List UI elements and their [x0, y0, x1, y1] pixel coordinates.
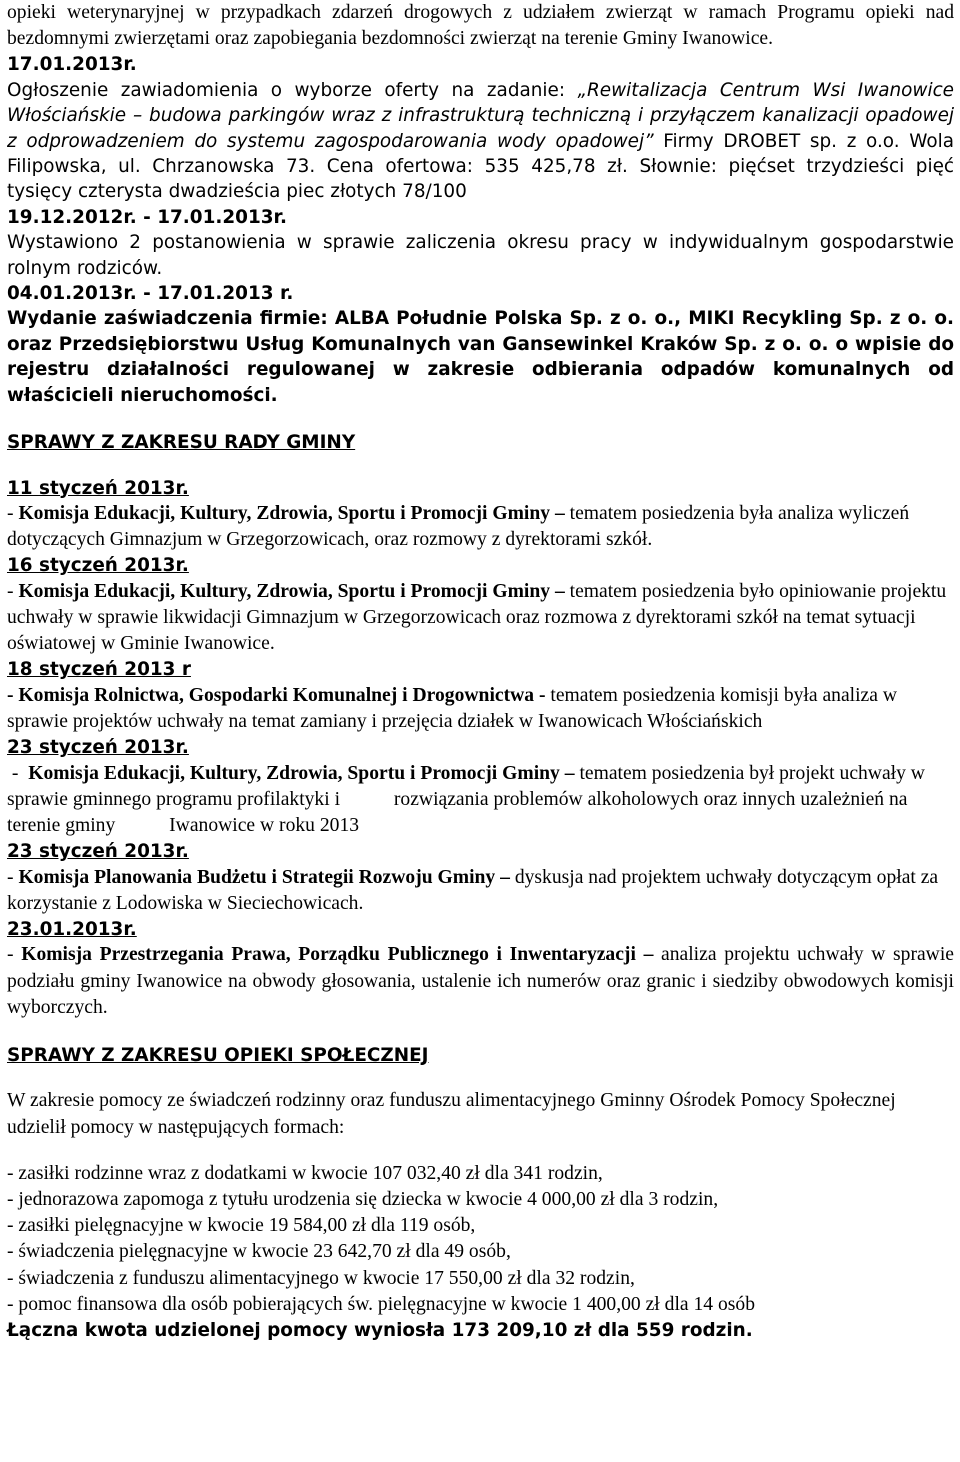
entry-date: 18 styczeń 2013 r [7, 659, 191, 681]
list-item: - zasiłki rodzinne wraz z dodatkami w kwocie 107 032,40 zł dla 341 rodzin, [7, 1162, 603, 1184]
entry-text: - Komisja Edukacji, Kultury, Zdrowia, Sportu i Promocji Gminy – tematem posiedzenia był projekt uchwały w sprawie gminnego programu profilaktyki i rozwiązania problemów alkoholowych oraz innych uzależnień na terenie gminy Iwanowice w roku 2013 [7, 762, 930, 836]
entry-description: tematem posiedzenia było opiniowanie projektu uchwały w sprawie likwidacji Gimnazjum w Grzegorzowicach oraz rozmowa z dyrektorami szkół na temat sytuacji oświatowej w Gminie Iwanowice. [7, 580, 947, 655]
date-range-heading: 04.01.2013r. - 17.01.2013 r. [7, 283, 294, 305]
list-item: - świadczenia pielęgnacyjne w kwocie 23 642,70 zł dla 49 osób, [7, 1241, 511, 1263]
committee-name: Komisja Edukacji, Kultury, Zdrowia, Sportu i Promocji Gminy – [28, 762, 575, 784]
section-heading-rada: SPRAWY Z ZAKRESU RADY GMINY [7, 432, 356, 454]
postanowienia-paragraph: Wystawiono 2 postanowienia w sprawie zaliczenia okresu pracy w indywidualnym gospodarstwie rolnym rodziców. [7, 232, 954, 279]
entry-text: - Komisja Edukacji, Kultury, Zdrowia, Sportu i Promocji Gminy – tematem posiedzenia było opiniowanie projektu uchwały w sprawie likwidacji Gimnazjum w Grzegorzowicach oraz rozmowa z dyrektorami szkół na temat sytuacji oświatowej w Gminie Iwanowice. [7, 580, 947, 655]
entry-description: tematem posiedzenia była analiza wyliczeń dotyczących Gimnazjum w Grzegorzowicach, oraz rozmowy z dyrektorami szkół. [7, 502, 910, 551]
rada-entry [7, 553, 954, 657]
rada-entry [7, 657, 954, 735]
committee-name: Komisja Planowania Budżetu i Strategii Rozwoju Gminy – [18, 866, 510, 888]
committee-name: - Komisja Rolnictwa, Gospodarki Komunalnej i Drogownictwa - [7, 684, 546, 706]
entry-text: - Komisja Przestrzegania Prawa, Porządku Publicznego i Inwentaryzacji – analiza projektu uchwały w sprawie podziału gminy Iwanowice na obwody głosowania, ustalenie ich numerów oraz granic i siedziby obwodowych komisji wyborczych. [7, 944, 954, 1018]
entry-description: tematem posiedzenia komisji była analiza w sprawie projektów uchwały na temat zamiany i przejęcia działek w Iwanowicach Włościańskich [7, 684, 897, 732]
rada-entry [7, 917, 954, 1021]
entry-text: - Komisja Planowania Budżetu i Strategii Rozwoju Gminy – dyskusja nad projektem uchwały dotyczącym opłat za korzystanie z Lodowiska w Sieciechowicach. [7, 866, 939, 914]
entry-date: 11 styczeń 2013r. [7, 477, 189, 499]
list-item: - świadczenia z funduszu alimentacyjnego w kwocie 17 550,00 zł dla 32 rodzin, [7, 1267, 635, 1289]
entry-date: 23.01.2013r. [7, 918, 137, 940]
rada-entry [7, 735, 954, 839]
rada-entry [7, 839, 954, 917]
rada-entry [7, 476, 954, 554]
entry-description: dyskusja nad projektem uchwały dotyczącym opłat za korzystanie z Lodowiska w Sieciechowicach. [7, 866, 939, 914]
entry-text [7, 683, 954, 735]
announcement-details: Firmy DROBET sp. z o.o. Wola Filipowska, ul. Chrzanowska 73. Cena ofertowa: 535 425,78 zł. Słownie: pięćset trzydzieści pięć tysięcy czterysta dwadzieścia piec złotych 78/100 [7, 130, 954, 203]
committee-name: Komisja Przestrzegania Prawa, Porządku Publicznego i Inwentaryzacji – [21, 944, 654, 966]
section-heading-opieka: SPRAWY Z ZAKRESU OPIEKI SPOŁECZNEJ [7, 1044, 429, 1066]
total-summary: Łączna kwota udzielonej pomocy wyniosła 173 209,10 zł dla 559 rodzin. [7, 1320, 753, 1342]
list-item: - pomoc finansowa dla osób pobierających św. pielęgnacyjne w kwocie 1 400,00 zł dla 14 osób [7, 1293, 755, 1315]
date-heading: 17.01.2013r. [7, 54, 137, 76]
entry-date: 23 styczeń 2013r. [7, 737, 189, 759]
list-item: - jednorazowa zapomoga z tytułu urodzenia się dziecka w kwocie 4 000,00 zł dla 3 rodzin, [7, 1189, 719, 1210]
intro-paragraph: opieki weterynaryjnej w przypadkach zdarzeń drogowych z udziałem zwierząt w ramach Programu opieki nad bezdomnymi zwierzętami oraz zapobiegania bezdomności zwierząt na terenie Gminy Iwanowice. [7, 2, 954, 50]
entry-date: 16 styczeń 2013r. [7, 555, 189, 577]
announcement-paragraph [7, 78, 954, 205]
announcement-task-title: „Rewitalizacja Centrum Wsi Iwanowice Włościańskie – budowa parkingów wraz z infrastrukturą techniczną i przyłączem kanalizacji opadowej z odprowadzeniem do systemu zagospodarowania wody opadowej” [7, 79, 955, 152]
committee-name: Komisja Edukacji, Kultury, Zdrowia, Sportu i Promocji Gminy – [18, 580, 565, 602]
entry-description: analiza projektu uchwały w sprawie podziału gminy Iwanowice na obwody głosowania, ustalenie ich numerów oraz granic i siedziby obwodowych komisji wyborczych. [7, 944, 954, 1018]
opieka-intro: W zakresie pomocy ze świadczeń rodzinny oraz funduszu alimentacyjnego Gminny Ośrodek Pomocy Społecznej udzielił pomocy w następujących formach: [7, 1090, 896, 1138]
list-item: - zasiłki pielęgnacyjne w kwocie 19 584,00 zł dla 119 osób, [7, 1215, 476, 1237]
announcement-lead: Ogłoszenie zawiadomienia o wyborze oferty na zadanie: [7, 79, 578, 101]
committee-name: Komisja Edukacji, Kultury, Zdrowia, Sportu i Promocji Gminy – [18, 502, 565, 524]
document-page [7, 0, 954, 1343]
entry-text: - Komisja Edukacji, Kultury, Zdrowia, Sportu i Promocji Gminy – tematem posiedzenia była analiza wyliczeń dotyczących Gimnazjum w Grzegorzowicach, oraz rozmowy z dyrektorami szkół. [7, 502, 910, 551]
date-range-heading: 19.12.2012r. - 17.01.2013r. [7, 206, 287, 228]
entry-date: 23 styczeń 2013r. [7, 841, 189, 863]
entry-description: tematem posiedzenia był projekt uchwały w sprawie gminnego programu profilaktyki i rozwiązania problemów alkoholowych oraz innych uzależnień na terenie gminy Iwanowice w roku 2013 [7, 762, 930, 836]
zaswiadczenia-paragraph: Wydanie zaświadczenia firmie: ALBA Południe Polska Sp. z o. o., MIKI Recykling Sp. z o. o. oraz Przedsiębiorstwu Usług Komunalnych van Gansewinkel Kraków Sp. z o. o. o wpisie do rejestru działalności regulowanej w zakresie odbierania odpadów komunalnych od właścicieli nieruchomości. [7, 308, 954, 406]
